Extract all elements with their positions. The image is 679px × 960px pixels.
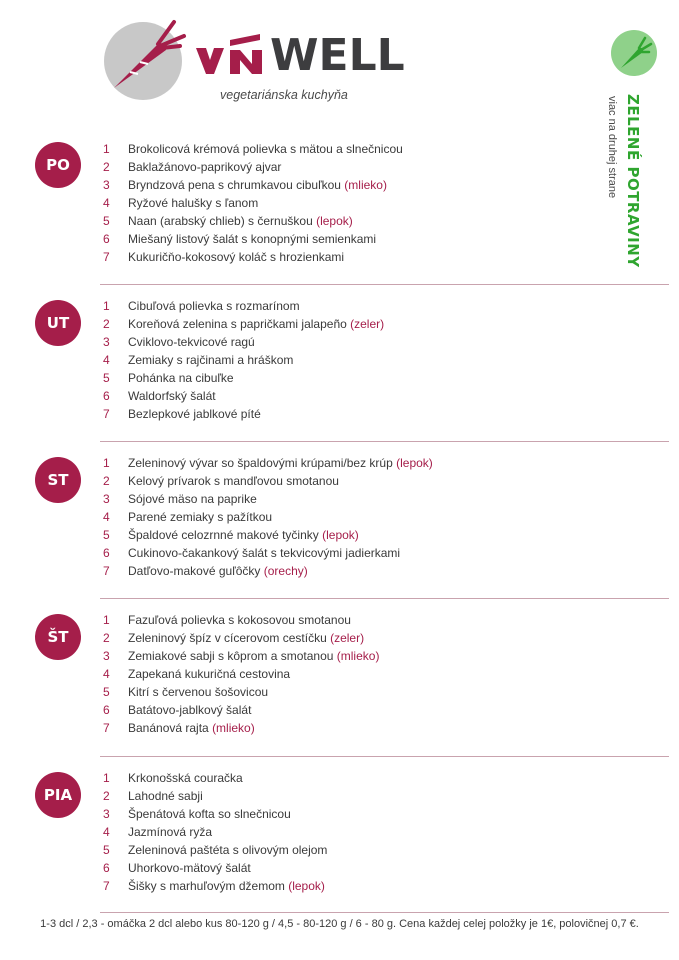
divider	[100, 756, 669, 757]
logo-mark-icon	[194, 30, 264, 80]
divider	[100, 598, 669, 599]
day-badge: ŠT	[35, 614, 81, 660]
carrot-logo-icon	[100, 16, 190, 106]
divider	[100, 912, 669, 913]
brand-name: WELL	[270, 30, 405, 81]
side-title: ZELENÉ POTRAVINY	[624, 94, 642, 268]
brand-subtitle: vegetariánska kuchyňa	[220, 88, 348, 102]
footer-note: 1-3 dcl / 2,3 - omáčka 2 dcl alebo kus 80-120 g / 4,5 - 80-120 g / 6 - 80 g. Cena každej celej položky je 1€, polovičnej 0,7 €.	[40, 918, 639, 930]
logo-circle	[104, 22, 182, 100]
day-badge: UT	[35, 300, 81, 346]
side-subtitle: viac na druhej strane	[606, 96, 618, 199]
day-badge: ST	[35, 457, 81, 503]
divider	[100, 284, 669, 285]
divider	[100, 441, 669, 442]
day-badge: PO	[35, 142, 81, 188]
day-badge: PIA	[35, 772, 81, 818]
green-circle	[611, 30, 657, 76]
carrot-icon	[611, 30, 657, 76]
